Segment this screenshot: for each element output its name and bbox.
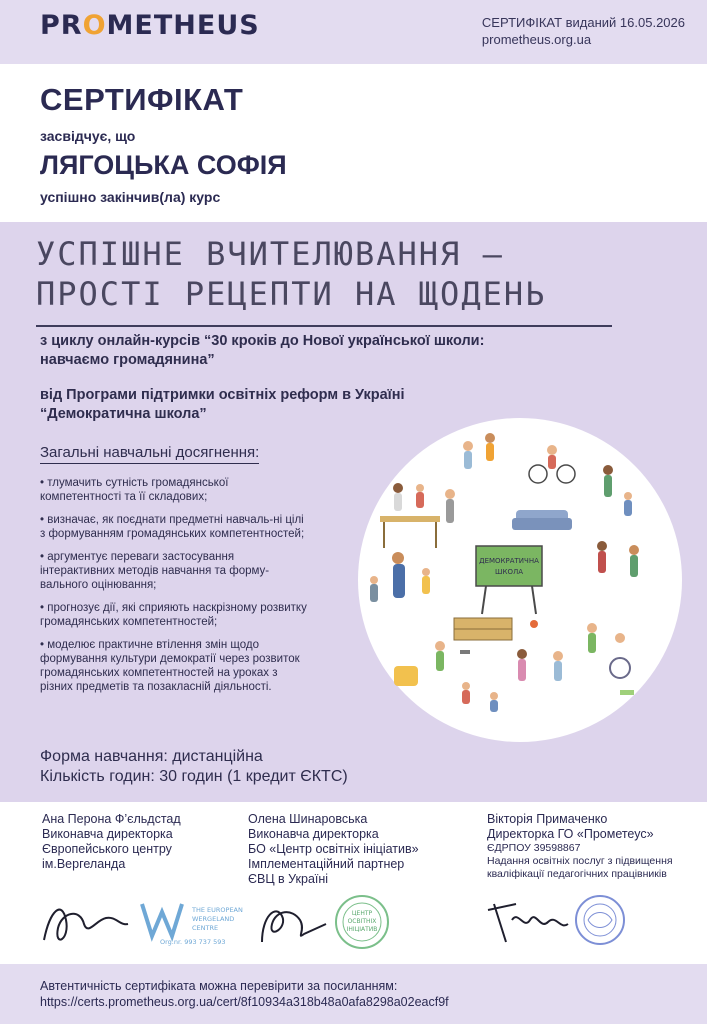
signatory-name: Олена Шинаровська	[248, 812, 368, 826]
svg-text:ОСВІТНІХ: ОСВІТНІХ	[347, 918, 377, 925]
student-name: ЛЯГОЦЬКА СОФІЯ	[40, 150, 287, 180]
course-section	[0, 222, 707, 802]
study-form: Форма навчання: дистанційна	[40, 748, 263, 765]
wergeland-centre-logo	[142, 904, 243, 946]
course-cycle: з циклу онлайн-курсів “30 кроків до Нової української школи: навчаємо громадянина”	[40, 333, 485, 368]
verify-link[interactable]: https://certs.prometheus.org.ua/cert/8f10934a318b48a0afa8298a02eacf9f	[40, 995, 449, 1009]
bottom-band	[0, 964, 707, 1024]
course-program: від Програми підтримки освітніх реформ в Україні “Демократична школа”	[40, 387, 405, 422]
signatory-name: Вікторія Примаченко	[487, 812, 608, 826]
signature-1	[44, 910, 128, 940]
svg-text:ШКОЛА: ШКОЛА	[494, 568, 524, 576]
signatory-wergeland: Ана Перона Ф’єльдстад Виконавча директорка Європейського центру ім.Вергеланда	[42, 812, 181, 871]
signatory-centre: Олена Шинаровська Виконавча директорка БО «Центр освітніх ініціатив» Імплементаційний партнер ЄВЦ в Україні	[248, 812, 419, 886]
achievements-list	[40, 476, 310, 703]
study-info	[40, 747, 348, 787]
prometheus-stamp	[576, 896, 624, 944]
centre-stamp	[336, 896, 388, 948]
signature-3	[488, 904, 568, 942]
svg-text:CENTRE: CENTRE	[192, 924, 219, 932]
achievements-heading: Загальні навчальні досягнення:	[40, 444, 259, 464]
certificate-header	[40, 82, 287, 205]
certifies-text: засвідчує, що	[40, 128, 136, 144]
signature-2	[262, 911, 326, 942]
verification	[40, 978, 449, 1010]
certificate-title: СЕРТИФІКАТ	[40, 82, 244, 117]
achievement-item: • моделює практичне втілення змін щодо формування культури демократії через розвиток громадянських компетентностей на уроках з різних предметів та позакласній діяльності.	[40, 639, 300, 693]
svg-text:ІНІЦІАТИВ: ІНІЦІАТИВ	[346, 926, 378, 933]
logo-bulb-o: O	[82, 10, 107, 41]
democratic-school-illustration	[358, 418, 682, 742]
svg-text:THE EUROPEAN: THE EUROPEAN	[192, 906, 243, 914]
svg-text:ДЕМОКРАТИЧНА: ДЕМОКРАТИЧНА	[479, 557, 539, 565]
completed-text: успішно закінчив(ла) курс	[40, 189, 221, 205]
course-title: УСПІШНЕ ВЧИТЕЛЮВАННЯ – ПРОСТІ РЕЦЕПТИ НА ЩОДЕНЬ	[36, 235, 547, 313]
top-band	[0, 0, 707, 64]
study-hours: Кількість годин: 30 годин (1 кредит ЄКТС)	[40, 768, 348, 785]
signatory-prometheus: Вікторія Примаченко Директорка ГО «Прометеус» ЄДРПОУ 39598867 Надання освітніх послуг з підвищення кваліфікації педагогічних працівників	[487, 812, 673, 880]
issue-info	[482, 14, 685, 48]
achievement-item: • аргументує переваги застосування інтерактивних методів навчання та форму-вального оцінювання;	[40, 551, 270, 591]
title-underline	[36, 325, 612, 327]
signatures-row	[0, 890, 707, 960]
verify-text: Автентичність сертифіката можна перевірити за посиланням:	[40, 979, 398, 993]
achievement-item: • прогнозує дії, які сприяють наскрізному розвитку громадянських компетентностей;	[40, 602, 307, 628]
achievement-item: • визначає, як поєднати предметні навчаль-ні цілі з формуванням громадянських компетентностей;	[40, 514, 305, 540]
achievement-item: • тлумачить сутність громадянської компетентності та її складових;	[40, 477, 229, 503]
issued-date-line: СЕРТИФІКАТ виданий 16.05.2026	[481, 15, 685, 30]
svg-text:WERGELAND: WERGELAND	[192, 915, 235, 923]
prometheus-logo: PROMETHEUS	[40, 10, 260, 41]
site-url[interactable]: prometheus.org.ua	[481, 32, 592, 47]
signatory-name: Ана Перона Ф’єльдстад	[42, 812, 181, 826]
svg-text:Org.nr. 993 737 593: Org.nr. 993 737 593	[160, 938, 226, 946]
svg-text:ЦЕНТР: ЦЕНТР	[351, 910, 373, 917]
